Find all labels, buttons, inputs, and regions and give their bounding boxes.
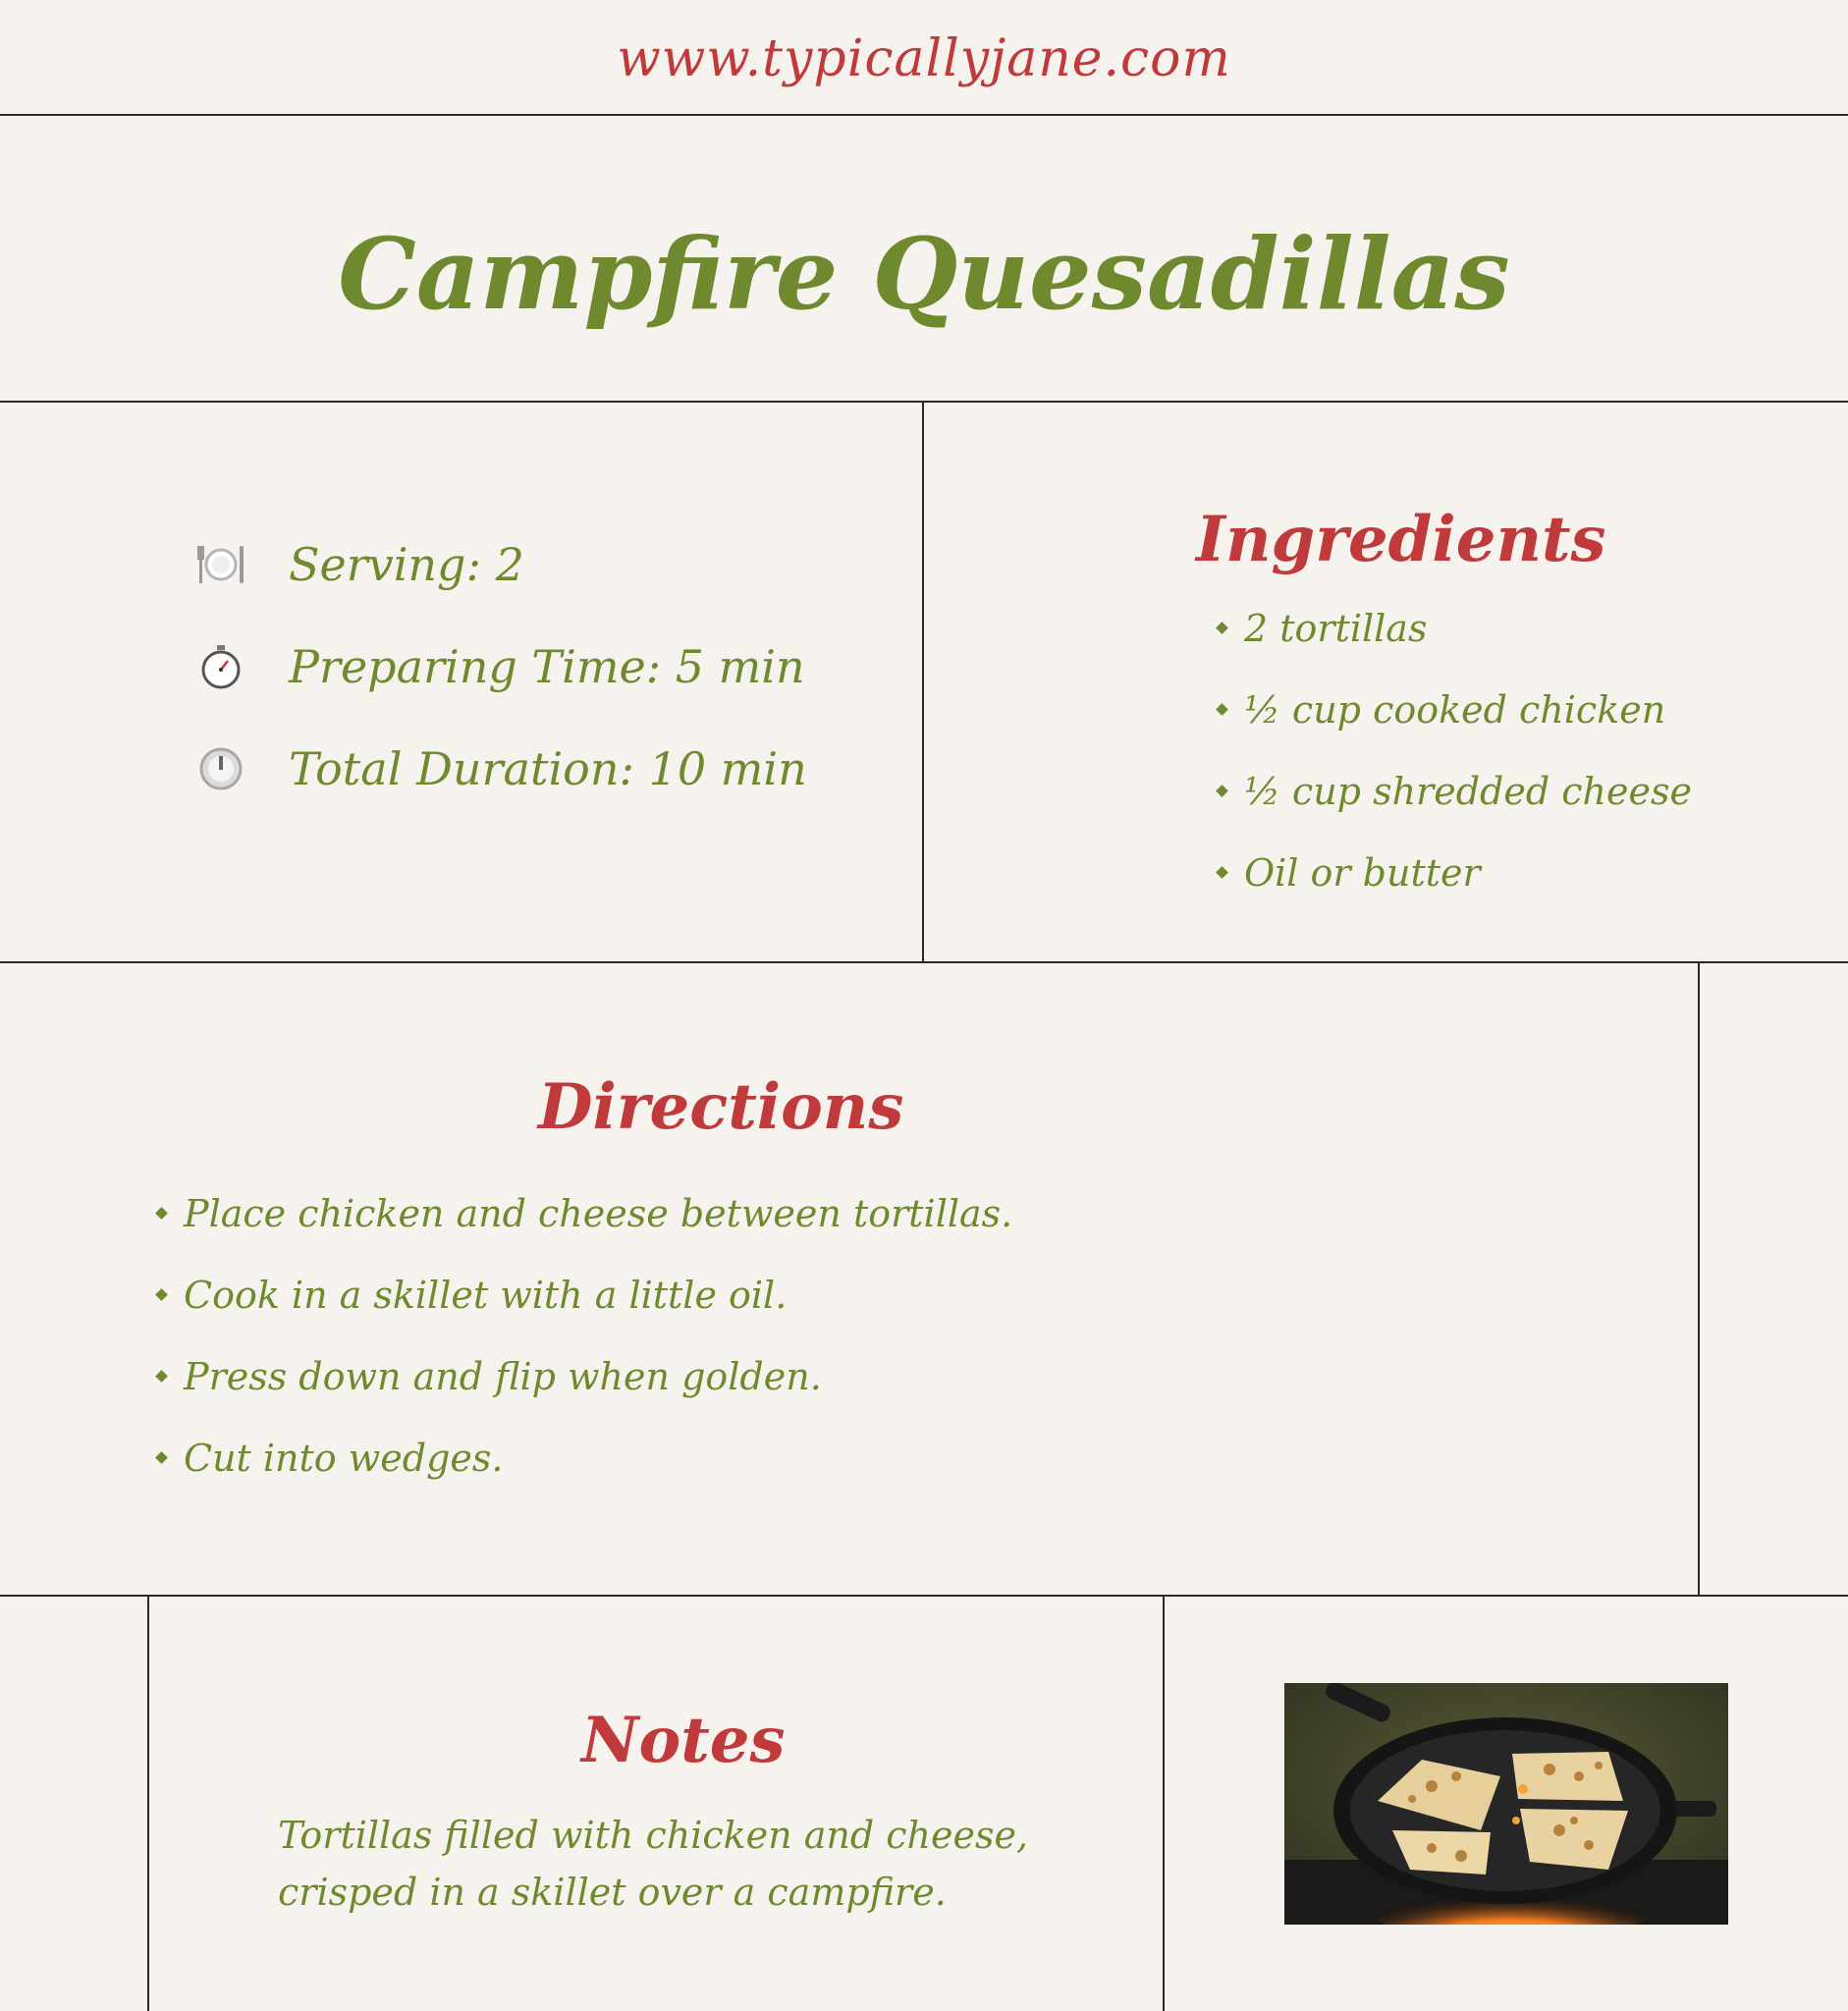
plate-cutlery-icon <box>196 540 245 589</box>
divider-directions-vertical <box>1698 961 1700 1596</box>
bullet-icon <box>1216 703 1228 716</box>
bullet-icon <box>155 1451 168 1464</box>
list-item: Place chicken and cheese between tortillas. <box>157 1172 1012 1254</box>
quesadilla-skillet-photo <box>1284 1683 1728 1925</box>
directions-heading: Directions <box>538 1070 904 1144</box>
list-item: Cut into wedges. <box>157 1417 1012 1498</box>
bullet-icon <box>1216 866 1228 879</box>
list-item: 2 tortillas <box>1218 587 1692 669</box>
list-item: Cook in a skillet with a little oil. <box>157 1254 1012 1335</box>
directions-list <box>157 1172 1012 1498</box>
notes-text: Tortillas filled with chicken and cheese, crisped in a skillet over a campfire. <box>278 1814 1029 1914</box>
total-duration-text: Total Duration: 10 min <box>289 742 807 795</box>
list-item: Oil or butter <box>1218 832 1692 913</box>
ingredients-list <box>1218 587 1692 913</box>
list-item: Press down and flip when golden. <box>157 1335 1012 1417</box>
list-item: ½ cup shredded cheese <box>1218 750 1692 832</box>
meta-serving <box>196 538 524 591</box>
serving-text: Serving: 2 <box>289 538 524 591</box>
divider-notes-right <box>1163 1595 1165 2011</box>
ingredients-heading: Ingredients <box>1196 503 1606 576</box>
divider-title <box>0 401 1848 403</box>
bullet-icon <box>155 1288 168 1301</box>
meta-total-duration <box>196 742 807 795</box>
stopwatch-icon <box>196 642 245 691</box>
timer-icon <box>196 744 245 793</box>
notes-heading: Notes <box>581 1704 786 1777</box>
bullet-icon <box>155 1370 168 1383</box>
divider-directions <box>0 1595 1848 1597</box>
preparing-time-text: Preparing Time: 5 min <box>289 640 805 693</box>
bullet-icon <box>1216 785 1228 797</box>
recipe-title: Campfire Quesadillas <box>338 216 1510 332</box>
divider-info-vertical <box>922 401 924 962</box>
divider-top <box>0 114 1848 116</box>
bullet-icon <box>1216 622 1228 634</box>
list-item: ½ cup cooked chicken <box>1218 669 1692 750</box>
bullet-icon <box>155 1207 168 1220</box>
divider-info <box>0 961 1848 963</box>
meta-preparing-time <box>196 640 805 693</box>
site-url[interactable]: www.typicallyjane.com <box>617 29 1231 88</box>
divider-notes-left <box>147 1595 149 2011</box>
